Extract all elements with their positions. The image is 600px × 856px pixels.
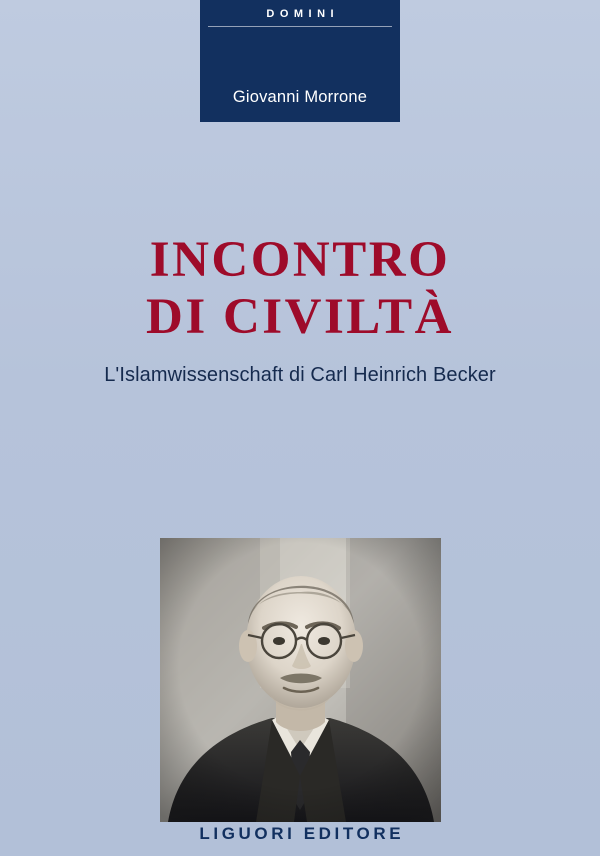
book-title	[0, 232, 600, 346]
series-name: DOMINI	[266, 8, 340, 20]
book-subtitle: L'Islamwissenschaft di Carl Heinrich Becker	[104, 364, 496, 386]
author-name: Giovanni Morrone	[232, 88, 368, 106]
author-portrait-photo	[160, 538, 441, 822]
series-divider	[208, 26, 392, 27]
publisher-name: LIGUORI EDITORE	[199, 824, 405, 843]
title-line-2: DI CIVILTÀ	[146, 289, 454, 345]
title-line-1: INCONTRO	[149, 232, 451, 288]
